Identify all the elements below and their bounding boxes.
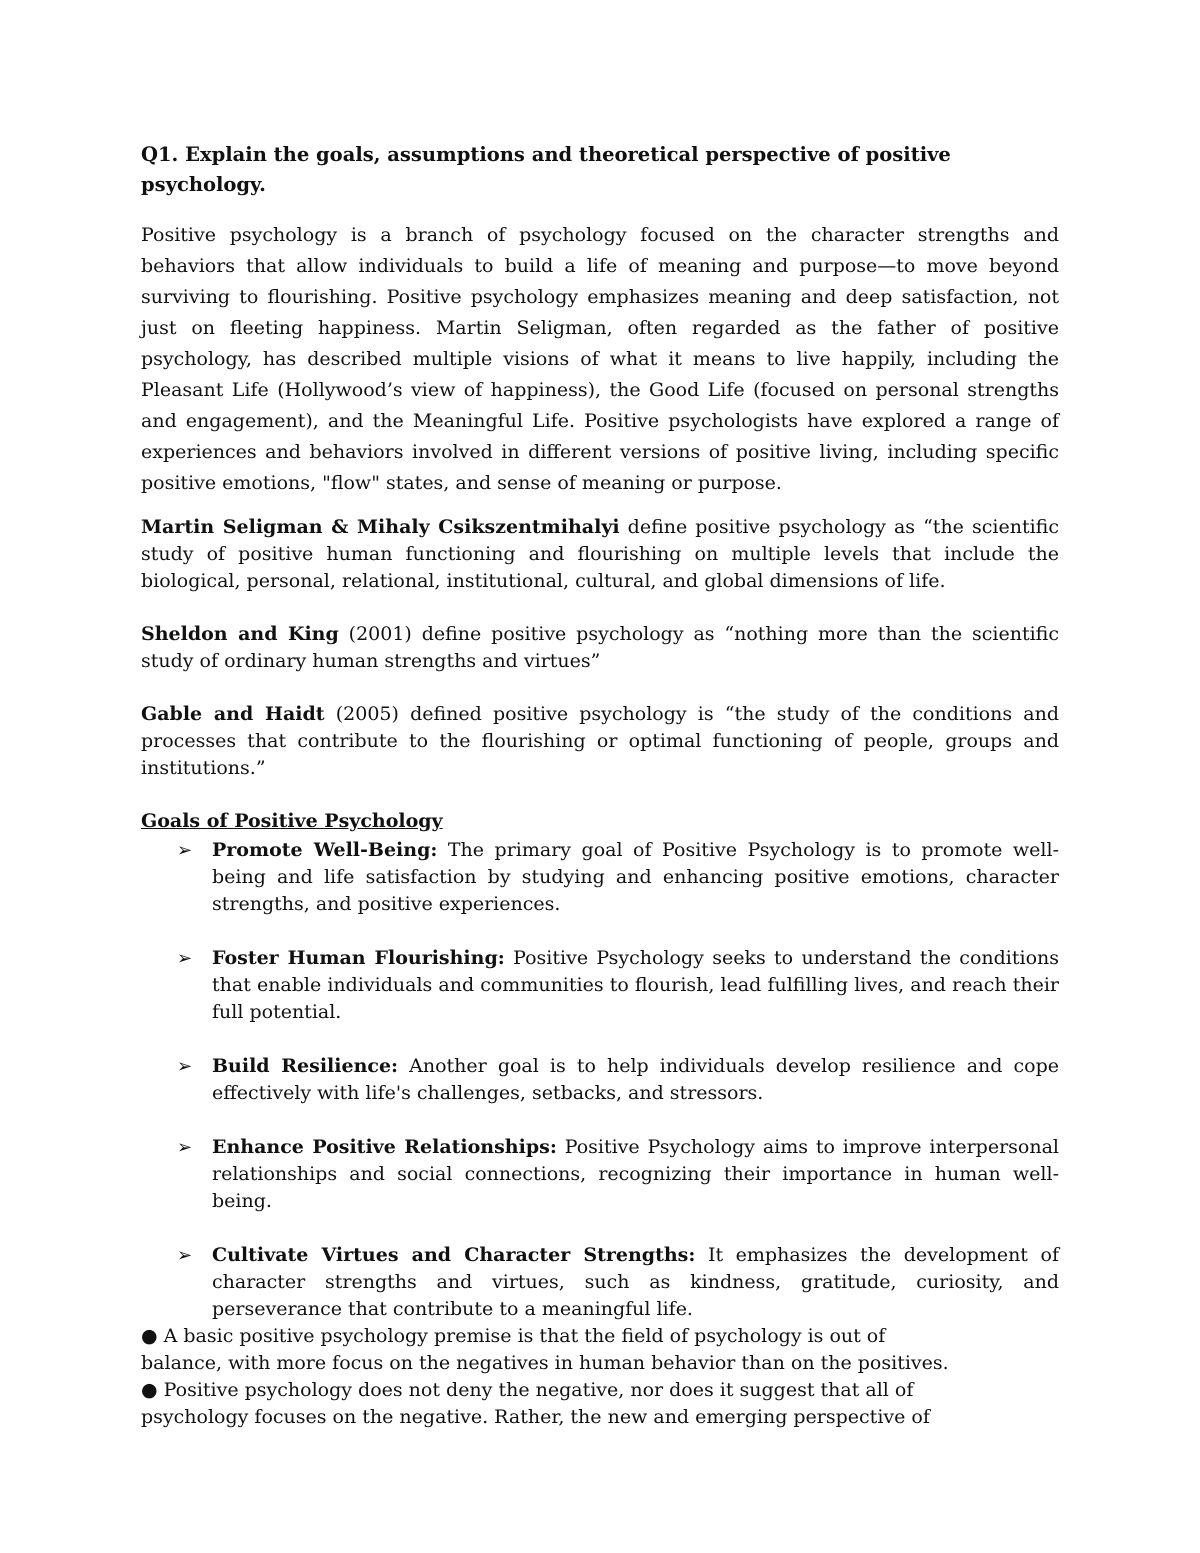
definition-authors: Martin Seligman & Mihaly Csikszentmihalyi — [141, 516, 620, 538]
definition-authors: Gable and Haidt — [141, 703, 325, 725]
definition-text: (2001) define positive psychology as “nothing more than the scientific study of ordinary human strengths and virtues” — [141, 623, 1059, 672]
arrow-bullet-icon: ➢ — [177, 1245, 193, 1266]
goal-title: Promote Well-Being: — [212, 839, 438, 861]
question-heading: Q1. Explain the goals, assumptions and theoretical perspective of positive psychology. — [141, 143, 951, 196]
assumption-item — [141, 1377, 973, 1431]
goal-item-cultivate-virtues — [141, 1242, 1059, 1323]
definition-sheldon-king — [141, 621, 1059, 675]
goal-title: Foster Human Flourishing: — [212, 947, 505, 969]
goal-text: Another goal is to help individuals develop resilience and cope effectively with life's challenges, setbacks, and stressors. — [212, 1055, 1059, 1104]
definition-seligman — [141, 514, 1059, 595]
definition-text: define positive psychology as “the scientific study of positive human functioning and flourishing on multiple levels that include the biological, personal, relational, institutional, cultural, and global dimensions of life. — [141, 516, 1059, 592]
arrow-bullet-icon: ➢ — [177, 840, 193, 861]
goal-item-build-resilience — [141, 1053, 1059, 1107]
goal-text: It emphasizes the development of character strengths and virtues, such as kindness, gratitude, curiosity, and perseverance that contribute to a meaningful life. — [212, 1244, 1059, 1320]
goal-text: Positive Psychology seeks to understand the conditions that enable individuals and communities to flourish, lead fulfilling lives, and reach their full potential. — [212, 947, 1059, 1023]
goals-section-title: Goals of Positive Psychology — [141, 810, 443, 832]
intro-paragraph: Positive psychology is a branch of psychology focused on the character strengths and behaviors that allow individuals to build a life of meaning and purpose—to move beyond surviving to flourishing. Positive psychology emphasizes meaning and deep satisfaction, not just on fleeting happiness. Martin Seligman, often regarded as the father of positive psychology, has described multiple visions of what it means to live happily, including the Pleasant Life (Hollywood’s view of happiness), the Good Life (focused on personal strengths and engagement), and the Meaningful Life. Positive psychologists have explored a range of experiences and behaviors involved in different versions of positive living, including specific positive emotions, "flow" states, and sense of meaning or purpose. — [141, 224, 1059, 494]
definition-gable-haidt — [141, 701, 1059, 782]
goal-text: The primary goal of Positive Psychology is to promote well-being and life satisfaction by studying and enhancing positive emotions, character strengths, and positive experiences. — [212, 839, 1060, 915]
goal-item-enhance-relationships — [141, 1134, 1059, 1215]
goal-title: Cultivate Virtues and Character Strengths: — [212, 1244, 696, 1266]
definition-text: (2005) defined positive psychology is “the study of the conditions and processes that contribute to the flourishing or optimal functioning of people, groups and institutions.” — [141, 703, 1059, 779]
assumption-item — [141, 1323, 973, 1377]
assumption-first-line: ● A basic positive psychology premise is that the field of psychology is out of — [141, 1325, 886, 1347]
assumption-rest: balance, with more focus on the negatives in human behavior than on the positives. — [141, 1352, 949, 1374]
arrow-bullet-icon: ➢ — [177, 1137, 193, 1158]
arrow-bullet-icon: ➢ — [177, 948, 193, 969]
assumption-first-line: ● Positive psychology does not deny the negative, nor does it suggest that all of — [141, 1379, 914, 1401]
document-body — [141, 140, 1059, 1431]
definition-authors: Sheldon and King — [141, 623, 339, 645]
goal-text: Positive Psychology aims to improve interpersonal relationships and social connections, recognizing their importance in human well-being. — [212, 1136, 1059, 1212]
goal-title: Build Resilience: — [212, 1055, 399, 1077]
goal-title: Enhance Positive Relationships: — [212, 1136, 557, 1158]
arrow-bullet-icon: ➢ — [177, 1056, 193, 1077]
assumption-rest: psychology focuses on the negative. Rather, the new and emerging perspective of — [141, 1406, 930, 1428]
goal-item-foster-flourishing — [141, 945, 1059, 1026]
goal-item-promote-well-being — [141, 837, 1059, 918]
